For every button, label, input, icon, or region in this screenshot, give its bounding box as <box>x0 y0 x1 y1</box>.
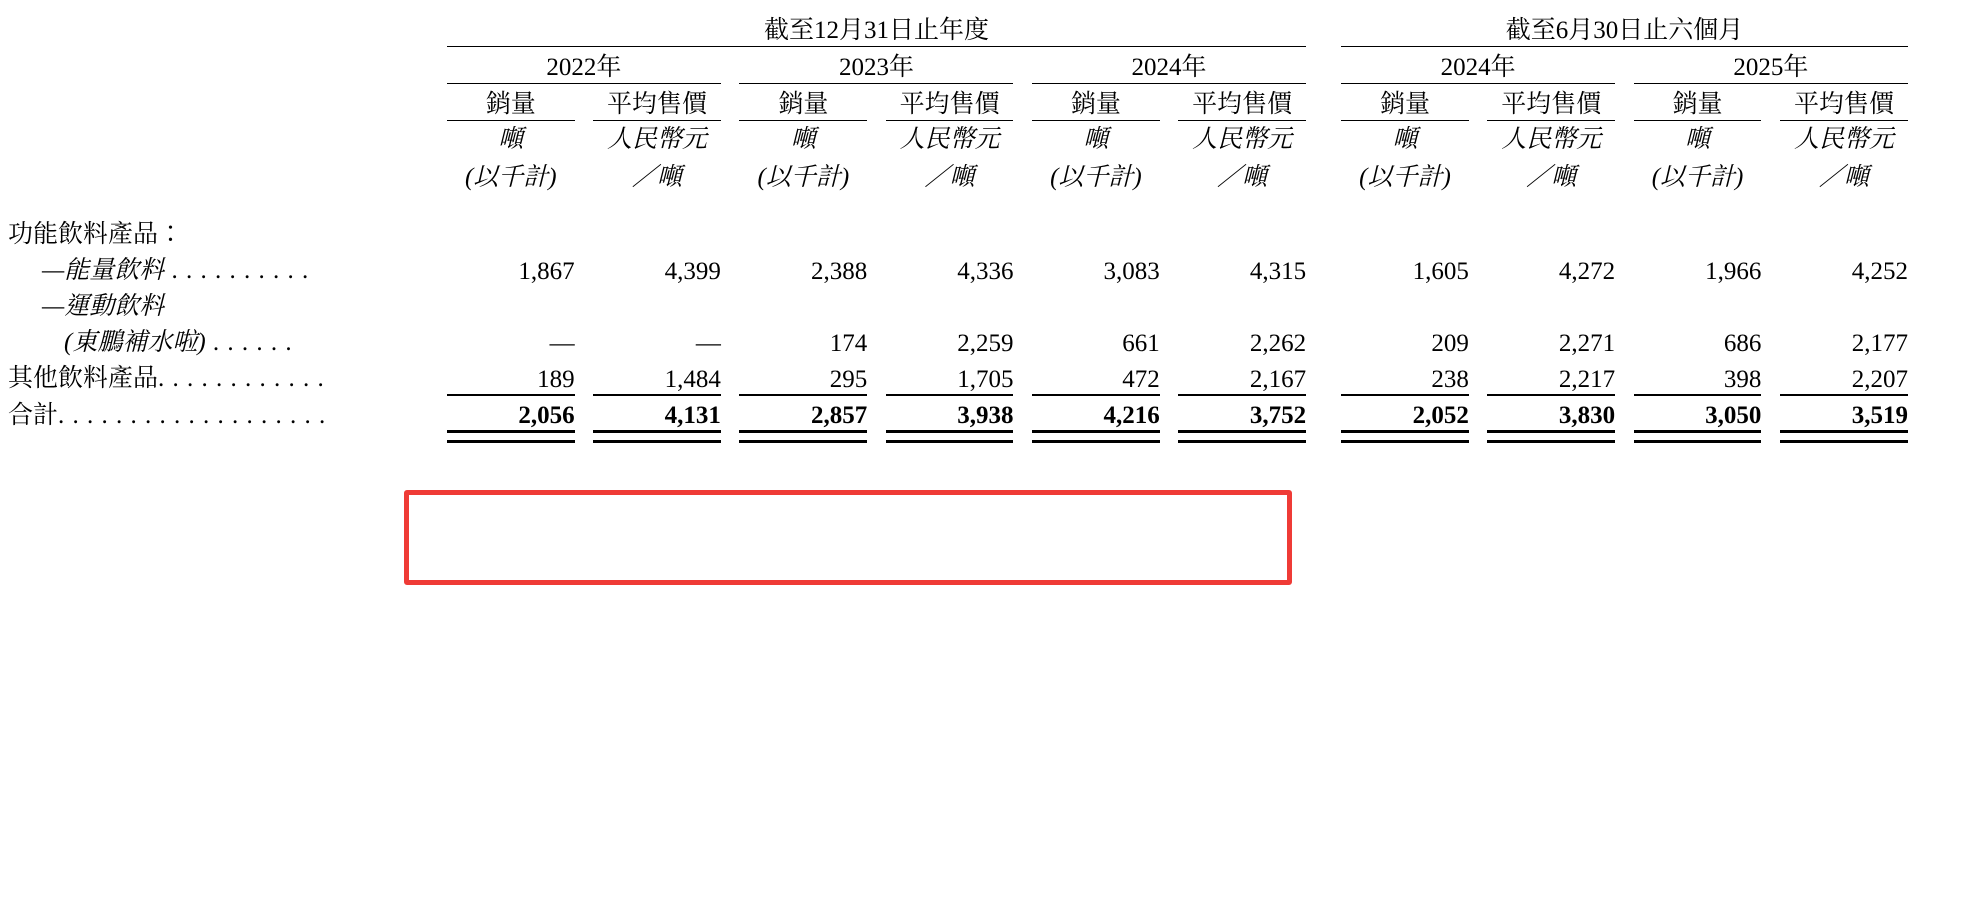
unit-price-2024: 人民幣元 <box>1192 126 1293 153</box>
row-leader-dots: . . . . . . <box>205 329 293 356</box>
cell-sports-price-2024-interim: 2,271 <box>1558 330 1616 357</box>
table-row <box>8 196 1908 250</box>
unit-volume-2025-interim: 噸 <box>1685 126 1711 153</box>
highlight-annotation-box <box>404 490 1292 585</box>
cell-energy-volume-2023: 2,388 <box>810 258 868 285</box>
cell-other-volume-2024: 472 <box>1122 365 1160 393</box>
row-leader-dots: . . . . . . . . . . . . . . . . . . . <box>58 402 327 429</box>
cell-sports-volume-2025-interim: 686 <box>1723 330 1762 357</box>
table-row <box>8 250 1908 286</box>
cell-energy-price-2022: 4,399 <box>664 258 721 285</box>
table-row <box>8 358 1908 394</box>
cell-energy-price-2023: 4,336 <box>957 258 1014 285</box>
cell-energy-price-2024: 4,315 <box>1249 258 1307 285</box>
rule-total-2 <box>593 431 721 441</box>
cell-sports-volume-2024-interim: 209 <box>1431 330 1469 357</box>
rule-total-9 <box>1634 431 1762 441</box>
table-row <box>8 286 1908 322</box>
row-label-energy-drinks-text: —能量飲料 <box>42 257 165 284</box>
cell-other-price-2024-interim: 2,217 <box>1558 365 1616 393</box>
unit-volume-2022: 噸 <box>498 126 524 153</box>
cell-sports-volume-2024: 661 <box>1122 330 1160 357</box>
rule-total-7 <box>1341 431 1469 441</box>
row-label-total <box>8 395 412 431</box>
cell-energy-price-2025-interim: 4,252 <box>1851 258 1908 285</box>
unit-price-2022: 人民幣元 <box>607 126 708 153</box>
rule-total-10 <box>1780 431 1908 441</box>
metric-header-volume-2023: 銷量 <box>778 91 829 118</box>
unit2-volume-2024: (以千計) <box>1050 163 1142 191</box>
row-label-total-text: 合計 <box>8 402 59 429</box>
unit2-price-2023: ／噸 <box>924 163 975 191</box>
unit-volume-2024: 噸 <box>1083 126 1109 153</box>
cell-energy-volume-2024: 3,083 <box>1103 258 1160 285</box>
row-label-dongpeng-hydration-text: (東鵬補水啦) <box>64 329 206 356</box>
cell-total-volume-2025-interim: 3,050 <box>1705 401 1762 429</box>
cell-other-volume-2024-interim: 238 <box>1431 365 1469 393</box>
cell-total-price-2024: 3,752 <box>1249 401 1307 429</box>
document-page <box>0 10 1974 902</box>
metric-header-price-2022: 平均售價 <box>607 91 708 118</box>
unit-price-2023: 人民幣元 <box>899 126 1000 153</box>
rule-total-3 <box>739 431 867 441</box>
sales-volume-price-table <box>8 10 1908 443</box>
cell-other-volume-2022: 189 <box>537 365 575 393</box>
rule-total-5 <box>1032 431 1160 441</box>
unit-volume-2024-interim: 噸 <box>1392 126 1418 153</box>
unit-price-2024-interim: 人民幣元 <box>1501 126 1602 153</box>
cell-sports-volume-2022: — <box>549 330 575 357</box>
cell-energy-volume-2025-interim: 1,966 <box>1705 258 1762 285</box>
rule-total-6 <box>1178 431 1306 441</box>
metric-header-volume-2022: 銷量 <box>485 91 536 118</box>
cell-total-volume-2023: 2,857 <box>810 401 868 429</box>
row-label-energy-drinks <box>8 250 412 286</box>
metric-header-volume-2025-interim: 銷量 <box>1672 91 1723 118</box>
year-header-2025-interim: 2025年 <box>1733 54 1809 81</box>
row-leader-dots: . . . . . . . . . . <box>164 257 310 284</box>
cell-total-price-2023: 3,938 <box>957 401 1014 429</box>
table-row <box>8 322 1908 358</box>
row-label-dongpeng-hydration <box>8 322 412 358</box>
rule-total-1 <box>447 431 575 441</box>
metric-header-volume-2024: 銷量 <box>1070 91 1121 118</box>
year-header-2023: 2023年 <box>838 54 914 81</box>
rule-total-8 <box>1487 431 1615 441</box>
year-header-2024-interim: 2024年 <box>1440 54 1516 81</box>
row-leader-dots: . . . . . . . . . . . . <box>158 365 325 392</box>
metric-header-price-2023: 平均售價 <box>899 91 1000 118</box>
metric-header-volume-2024-interim: 銷量 <box>1379 91 1430 118</box>
metric-header-price-2025-interim: 平均售價 <box>1793 91 1894 118</box>
unit-volume-2023: 噸 <box>790 126 816 153</box>
unit2-price-2024: ／噸 <box>1217 163 1268 191</box>
cell-total-volume-2022: 2,056 <box>518 401 575 429</box>
row-label-other-drinks <box>8 358 412 394</box>
cell-total-price-2025-interim: 3,519 <box>1851 401 1908 429</box>
total-double-rule-row <box>8 431 1908 441</box>
cell-other-volume-2025-interim: 398 <box>1723 365 1762 393</box>
cell-other-price-2022: 1,484 <box>664 365 721 393</box>
metric-header-price-2024-interim: 平均售價 <box>1501 91 1602 118</box>
unit-price-2025-interim: 人民幣元 <box>1793 126 1894 153</box>
unit2-volume-2025-interim: (以千計) <box>1651 163 1744 191</box>
year-header-row <box>8 47 1908 84</box>
cell-sports-price-2025-interim: 2,177 <box>1851 330 1908 357</box>
cell-other-price-2024: 2,167 <box>1249 365 1307 393</box>
unit2-price-2025-interim: ／噸 <box>1818 163 1869 191</box>
unit2-volume-2023: (以千計) <box>757 163 850 191</box>
unit2-price-2024-interim: ／噸 <box>1526 163 1577 191</box>
cell-other-price-2023: 1,705 <box>957 365 1014 393</box>
cell-energy-volume-2022: 1,867 <box>518 258 575 285</box>
row-label-sports-drinks <box>8 286 412 322</box>
cell-energy-price-2024-interim: 4,272 <box>1558 258 1616 285</box>
unit-row-1 <box>8 121 1908 159</box>
unit2-volume-2024-interim: (以千計) <box>1359 163 1451 191</box>
cell-total-price-2024-interim: 3,830 <box>1558 401 1616 429</box>
row-label-functional-drinks: 功能飲料產品： <box>8 221 184 248</box>
metric-header-price-2024: 平均售價 <box>1192 91 1293 118</box>
row-label-sports-drinks-text: —運動飲料 <box>42 293 165 320</box>
cell-energy-volume-2024-interim: 1,605 <box>1412 258 1469 285</box>
rule-total-4 <box>886 431 1014 441</box>
cell-sports-price-2022: — <box>695 330 721 357</box>
unit2-volume-2022: (以千計) <box>464 163 557 191</box>
row-label-other-drinks-text: 其他飲料產品 <box>8 365 159 392</box>
year-header-2024: 2024年 <box>1131 54 1207 81</box>
cell-total-volume-2024: 4,216 <box>1103 401 1160 429</box>
year-header-2022: 2022年 <box>546 54 622 81</box>
group-header-interim: 截至6月30日止六個月 <box>1505 17 1744 44</box>
unit2-price-2022: ／噸 <box>632 163 683 191</box>
cell-sports-price-2023: 2,259 <box>957 330 1014 357</box>
unit-row-2 <box>8 159 1908 197</box>
cell-other-price-2025-interim: 2,207 <box>1851 365 1908 393</box>
group-header-annual: 截至12月31日止年度 <box>763 17 989 44</box>
cell-total-volume-2024-interim: 2,052 <box>1412 401 1469 429</box>
table-row-total <box>8 395 1908 431</box>
cell-sports-volume-2023: 174 <box>829 330 868 357</box>
cell-sports-price-2024: 2,262 <box>1249 330 1307 357</box>
metric-header-row <box>8 84 1908 121</box>
cell-total-price-2022: 4,131 <box>664 401 721 429</box>
cell-other-volume-2023: 295 <box>829 365 868 393</box>
group-header-row <box>8 10 1908 46</box>
